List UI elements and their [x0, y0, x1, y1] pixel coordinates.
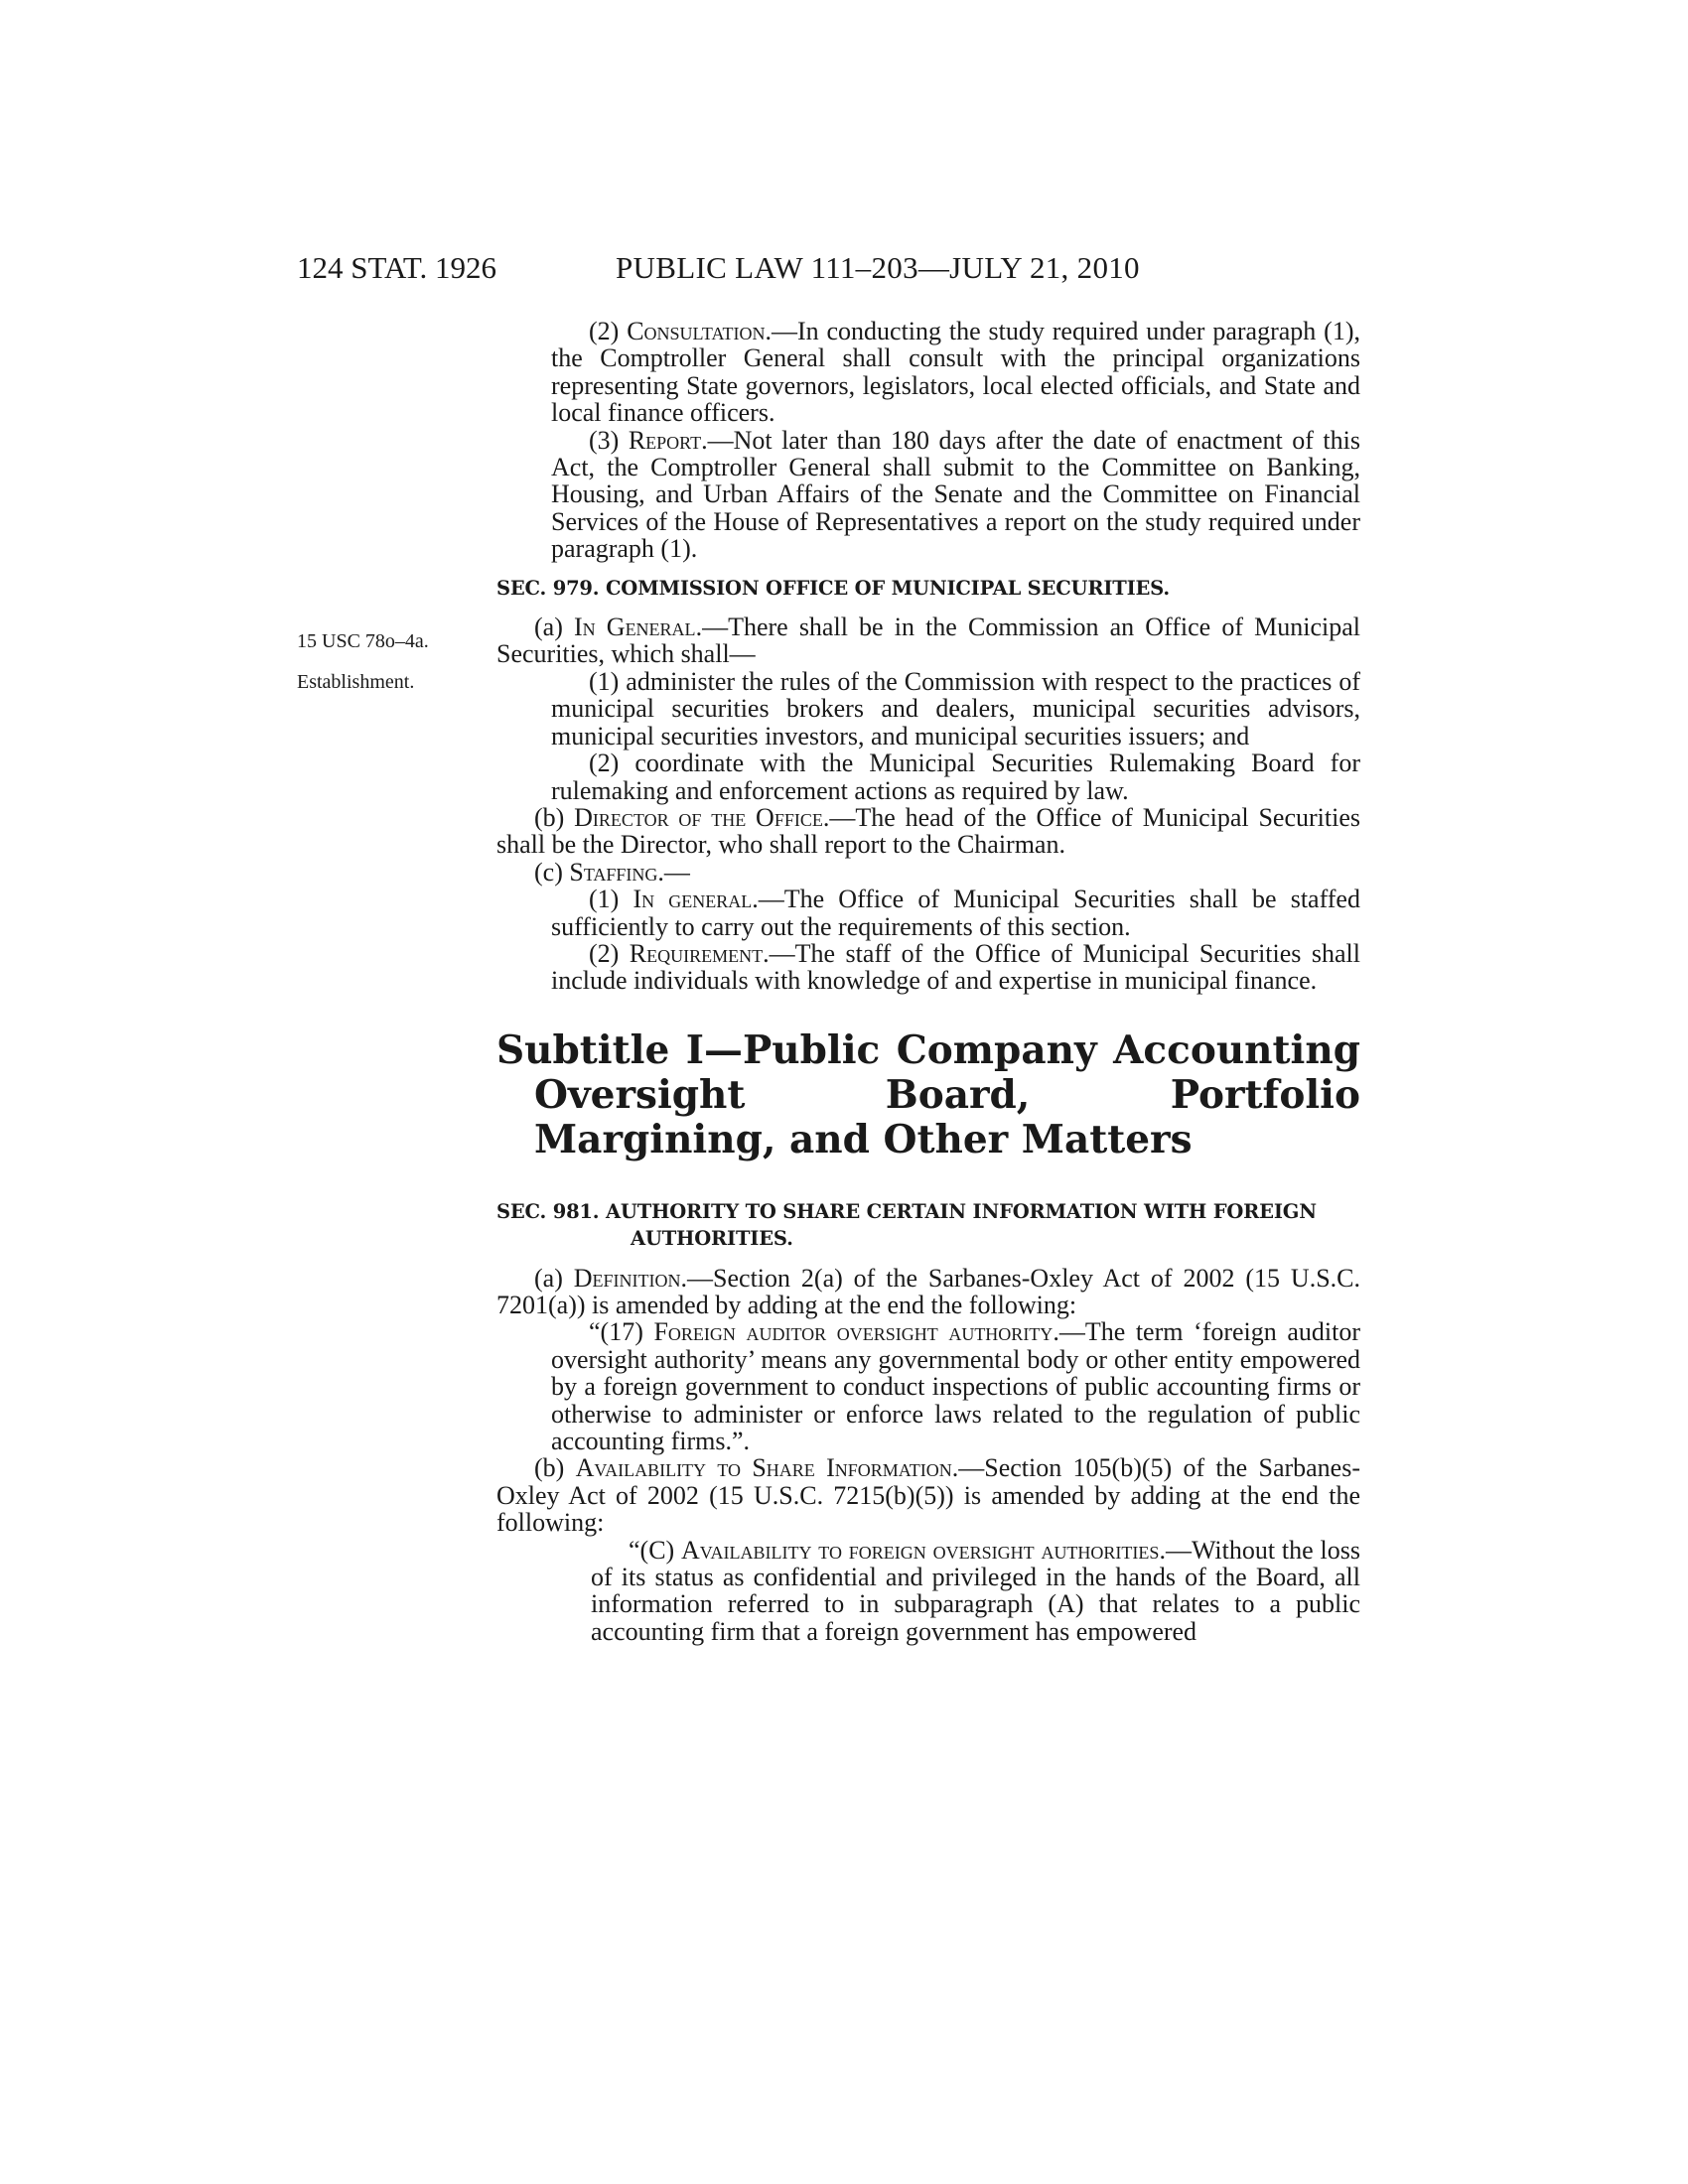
subtitle-heading: Subtitle I—Public Company Accounting Oversight Board, Portfolio Margining, and Other Matters — [496, 1026, 1360, 1162]
section-979-heading: SEC. 979. COMMISSION OFFICE OF MUNICIPAL SECURITIES. — [496, 576, 1170, 600]
section-979-a-2: (2) coordinate with the Municipal Securities Rulemaking Board for rulemaking and enforcement actions as required by law. — [551, 749, 1360, 805]
law-title: PUBLIC LAW 111–203—JULY 21, 2010 — [616, 250, 1140, 285]
stat-reference: 124 STAT. 1926 — [297, 250, 497, 285]
section-979-a: (a) In General.—There shall be in the Commission an Office of Municipal Securities, which shall— — [496, 613, 1360, 669]
paragraph-consultation: (2) Consultation.—In conducting the study required under paragraph (1), the Comptroller General shall consult with the principal organizations representing State governors, legislators, local elected officials, and State and local finance officers. — [551, 317, 1360, 428]
margin-note-usc: 15 USC 78o–4a. — [297, 630, 429, 652]
section-981-a-17: “(17) Foreign auditor oversight authority.—The term ‘foreign auditor oversight authority’ means any governmental body or other entity empowered by a foreign government to conduct inspections of public accounting firms or otherwise to administer or enforce laws related to the regulation of public accounting firms.”. — [551, 1317, 1361, 1455]
section-979-b: (b) Director of the Office.—The head of the Office of Municipal Securities shall be the Director, who shall report to the Chairman. — [496, 802, 1360, 860]
section-981-b-C: “(C) Availability to foreign oversight authorities.—Without the loss of its status as confidential and privileged in the hands of the Board, all information referred to in subparagraph (A) that relates to a public accounting firm that a foreign government has empowered — [591, 1535, 1360, 1646]
paragraph-report: (3) Report.—Not later than 180 days after the date of enactment of this Act, the Comptroller General shall submit to the Committee on Banking, Housing, and Urban Affairs of the Senate and the Committee on Financial Services of the House of Representatives a report on the study required under paragraph (1). — [551, 425, 1360, 564]
section-979-c-2: (2) Requirement.—The staff of the Office of Municipal Securities shall include individuals with knowledge of and expertise in municipal finance. — [551, 938, 1360, 996]
section-979-c: (c) Staffing.— — [534, 857, 690, 887]
section-981-heading: SEC. 981. AUTHORITY TO SHARE CERTAIN INFORMATION WITH FOREIGN AUTHORITIES. — [496, 1199, 1317, 1251]
section-981-b: (b) Availability to Share Information.—Section 105(b)(5) of the Sarbanes-Oxley Act of 2002 (15 U.S.C. 7215(b)(5)) is amended by adding at the end the following: — [496, 1453, 1360, 1538]
section-981-a: (a) Definition.—Section 2(a) of the Sarbanes-Oxley Act of 2002 (15 U.S.C. 7201(a)) is amended by adding at the end the following: — [496, 1263, 1360, 1319]
section-979-c-1: (1) In general.—The Office of Municipal Securities shall be staffed sufficiently to carry out the requirements of this section. — [551, 885, 1360, 941]
running-head — [0, 250, 1688, 290]
statute-body — [496, 318, 1360, 1645]
section-979-a-1: (1) administer the rules of the Commission with respect to the practices of municipal securities brokers and dealers, municipal securities advisors, municipal securities investors, and municipal securities issuers; and — [551, 666, 1360, 751]
margin-note-establishment: Establishment. — [297, 671, 415, 693]
